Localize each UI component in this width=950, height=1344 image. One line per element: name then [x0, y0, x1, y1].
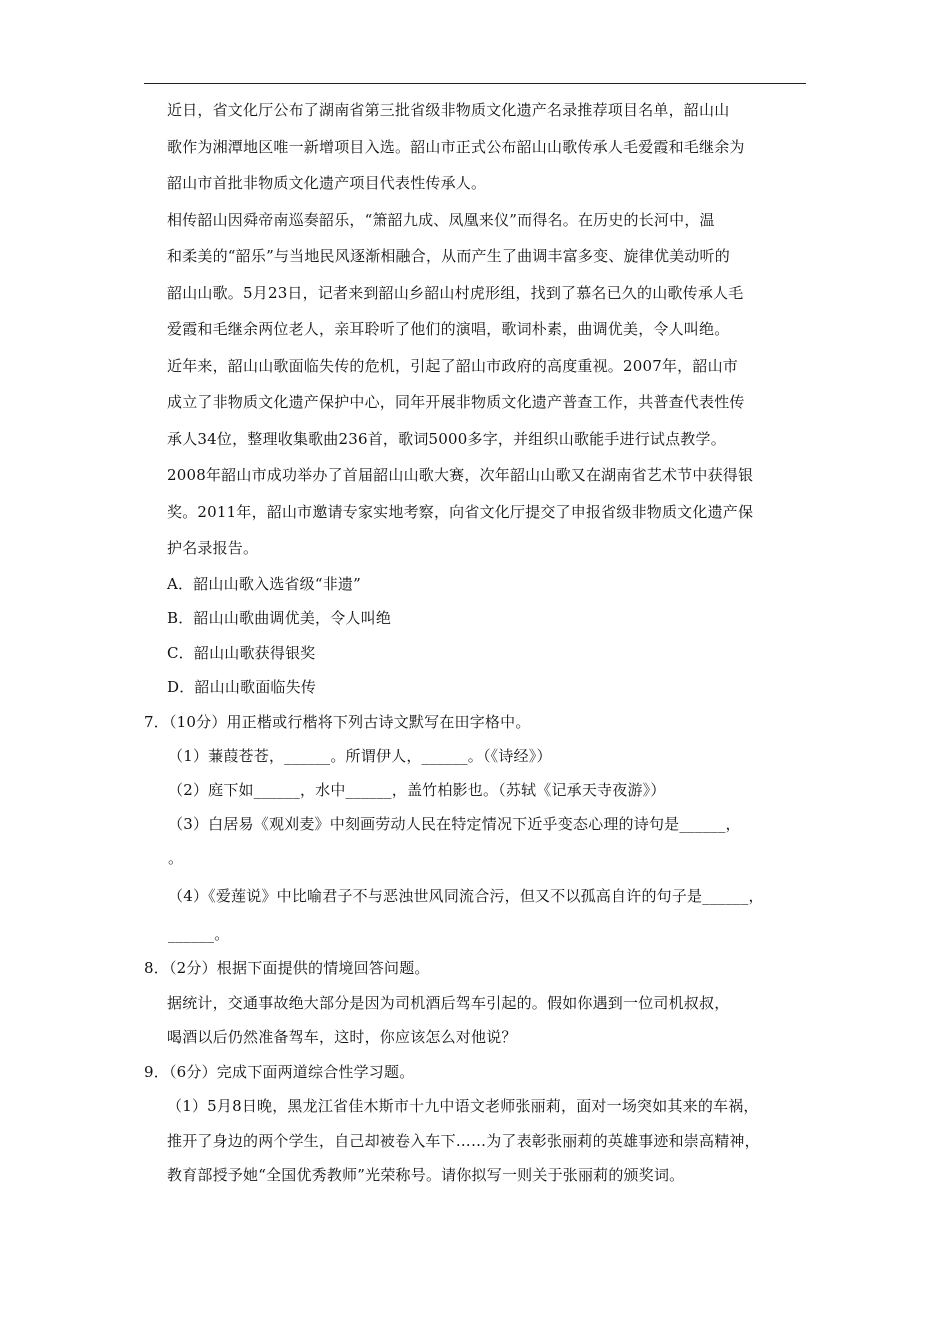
question-7 [144, 705, 816, 952]
text-line: 成立了非物质文化遗产保护中心，同年开展非物质文化遗产普查工作，共普查代表性传 [167, 393, 745, 411]
option-c: C．韶山山歌获得银奖 [167, 643, 316, 662]
text-line: 推开了身边的两个学生，自己却被卷入车下……为了表彰张丽莉的英雄事迹和崇高精神， [167, 1131, 760, 1150]
text-line: 相传韶山因舜帝南巡奏韶乐，“箫韶九成、凤凰来仪”而得名。在历史的长河中，温 [167, 210, 715, 229]
text-line: 韶山山歌。5月23日，记者来到韶山乡韶山村虎形组，找到了慕名已久的山歌传承人毛 [167, 283, 744, 302]
text-line: 爱霞和毛继余两位老人，亲耳聆听了他们的演唱，歌词朴素，曲调优美，令人叫绝。 [167, 320, 730, 338]
text-line: 韶山市首批非物质文化遗产项目代表性传承人。 [167, 174, 487, 192]
question-8-stem: 8．（2分）根据下面提供的情境回答问题。 [144, 959, 430, 977]
question-7-item-1: （1）蒹葭苍苍，______。所谓伊人，______。（《诗经》） [168, 747, 552, 765]
passage [144, 92, 816, 567]
question-7-item-2: （2）庭下如______，水中______，盖竹柏影也。（苏轼《记承天寺夜游》） [168, 781, 666, 799]
text-line: 教育部授予她“全国优秀教师”光荣称号。请你拟写一则关于张丽莉的颁奖词。 [167, 1166, 685, 1184]
question-9 [144, 1055, 816, 1193]
text-line: 据统计，交通事故绝大部分是因为司机酒后驾车引起的。假如你遇到一位司机叔叔， [167, 993, 730, 1012]
text-line: 近年来，韶山山歌面临失传的危机，引起了韶山市政府的高度重视。2007年，韶山市 [167, 356, 738, 375]
question-9-item-1 [144, 1089, 816, 1193]
document-content [144, 92, 816, 1193]
text-line: 近日，省文化厅公布了湖南省第三批省级非物质文化遗产名录推荐项目名单，韶山山 [167, 101, 730, 119]
text-line: 喝酒以后仍然准备驾车，这时，你应该怎么对他说？ [167, 1028, 517, 1046]
question-8-body [144, 986, 816, 1055]
text-line: （1）5月8日晚，黑龙江省佳木斯市十九中语文老师张丽莉，面对一场突如其来的车祸， [167, 1097, 759, 1115]
question-9-stem: 9．（6分）完成下面两道综合性学习题。 [144, 1062, 415, 1081]
question-7-stem: 7．（10分）用正楷或行楷将下列古诗文默写在田字格中。 [144, 712, 531, 731]
text-line: 2008年韶山市成功举办了首届韶山山歌大赛，次年韶山山歌又在湖南省艺术节中获得银 [167, 466, 754, 484]
text-line: 和柔美的“韶乐”与当地民风逐渐相融合，从而产生了曲调丰富多变、旋律优美动听的 [167, 247, 730, 265]
text-line: 承人34位，整理收集歌曲236首，歌词5000多字，并组织山歌能手进行试点教学。 [167, 429, 726, 448]
header-rule [144, 83, 806, 84]
answer-options [144, 567, 816, 705]
passage-paragraph-3 [144, 348, 816, 567]
question-7-item-3: （3）白居易《观刈麦》中刻画劳动人民在特定情况下近乎变态心理的诗句是______， [168, 815, 741, 833]
question-7-item-3-continued: 。 [168, 849, 184, 867]
question-8 [144, 951, 816, 1055]
question-7-item-4-continued: ______。 [168, 925, 230, 943]
question-7-item-4: （4）《爱莲说》中比喻君子不与恶浊世风同流合污，但又不以孤高自许的句子是______， [168, 887, 764, 905]
text-line: 护名录报告。 [167, 539, 259, 557]
option-a: A．韶山山歌入选省级“非遗” [167, 574, 361, 593]
text-line: 歌作为湘潭地区唯一新增项目入选。韶山市正式公布韶山山歌传承人毛爱霞和毛继余为 [167, 137, 745, 156]
text-line: 奖。2011年，韶山市邀请专家实地考察，向省文化厅提交了申报省级非物质文化遗产保 [167, 502, 754, 521]
option-b: B．韶山山歌曲调优美，令人叫绝 [167, 609, 392, 627]
passage-paragraph-2 [144, 202, 816, 348]
passage-paragraph-1 [144, 92, 816, 202]
option-d: D．韶山山歌面临失传 [167, 678, 317, 696]
